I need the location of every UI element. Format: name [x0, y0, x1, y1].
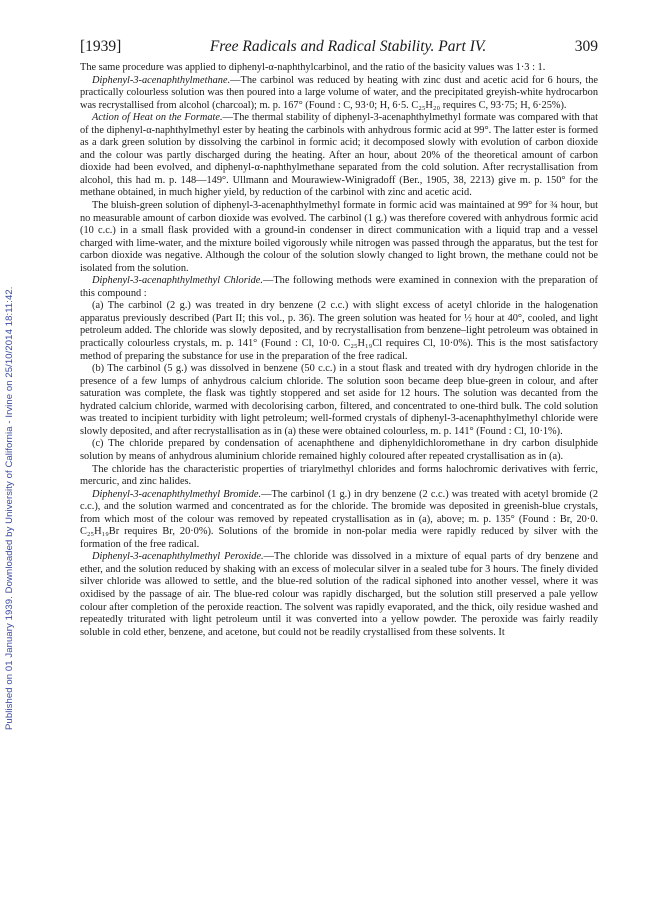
paragraph-text: —The thermal stability of diphenyl-3-acenaphthylmethyl formate was compared with that of the diphenyl-α-naphthylmethyl ester by heating the carbinols with anhydrous formic acid at 99°. The latter ester is formed as a dark green solution by dissolving the carbinol in formic acid; it decomposed slowly with evolution of carbon dioxide and the colour was partly discharged during the heating. After an hour, about 20% of the theoretical amount of carbon dioxide had been evolved, and diphenyl-α-naphthylmethane separated from the cold solution. After recrystallisation from alcohol, this had m. p. 148—149°. Ullmann and Mourawiew-Winigradoff (Ber., 1905, 38, 2213) give m. p. 150° for the methane obtained, in much higher yield, by reduction of the carbinol with zinc and acetic acid. [80, 112, 598, 199]
paragraph-text: (c) The chloride prepared by condensation of acenaphthene and diphenyldichloromethane in dry carbon disulphide solution by means of anhydrous aluminium chloride remained highly coloured after repeated crystallisation as in (a). [80, 438, 598, 462]
paragraph-heading: Diphenyl-3-acenaphthylmethyl Chloride. [92, 275, 263, 287]
paragraph [80, 200, 598, 275]
paragraph-text: —The carbinol was reduced by heating with zinc dust and acetic acid for 6 hours, the practically colourless solution was then poured into a large volume of water, and the precipitated greyish-white hydrocarbon was recrystallised from alcohol (charcoal); m. p. 167° (Found : C, 93·0; H, 6·5. C₂₅H₂₀ requires C, 93·75; H, 6·25%). [80, 74, 598, 111]
paragraph-heading: Action of Heat on the Formate. [92, 112, 223, 124]
paragraph-heading: Diphenyl-3-acenaphthylmethane. [92, 74, 231, 86]
header-title: Free Radicals and Radical Stability. Part IV. [209, 38, 487, 55]
publication-notice-text: Published on 01 January 1939. Downloaded by University of California - Irvine on 25/10/2014 18:11:42. [4, 286, 15, 730]
paragraph [80, 62, 598, 75]
paragraph-text: (b) The carbinol (5 g.) was dissolved in benzene (50 c.c.) in a stout flask and treated with dry hydrogen chloride in the presence of a few lumps of anhydrous calcium chloride. The solution soon became deep blue-green in colour, and after saturation was complete, the flask was tightly stoppered and set aside for 12 hours. The solution was decanted from the hydrated calcium chloride, warmed with decolorising carbon, filtered, and concentrated to one-third bulk. The cold solution was treated to incipient turbidity with light petroleum; well-formed crystals of diphenyl-3-acenaphthylmethyl chloride were slowly deposited, and after recrystallisation as in (a) these were obtained colourless, m. p. 141° (Found : Cl, 10·1%). [80, 363, 598, 437]
paragraph [80, 75, 598, 113]
paragraph-heading: Diphenyl-3-acenaphthylmethyl Bromide. [92, 488, 262, 500]
paragraph-text: (a) The carbinol (2 g.) was treated in dry benzene (2 c.c.) with slight excess of acetyl chloride in the halogenation apparatus previously described (Part II; this vol., p. 36). The green solution was heated for ½ hour at 40°, cooled, and light petroleum added. The chloride was slowly deposited, and by recrystallisation from benzene–light petroleum was obtained in practically colourless crystals, m. p. 141° (Found : Cl, 10·0. C₂₅H₁₉Cl requires Cl, 10·0%). This is the most satisfactory method of preparing the substance for use in the preparation of the free radical. [80, 300, 598, 362]
paragraph [80, 363, 598, 438]
paragraph-text: The same procedure was applied to diphenyl-α-naphthylcarbinol, and the ratio of the basicity values was 1·3 : 1. [80, 62, 546, 73]
paragraph [80, 438, 598, 463]
running-header [80, 38, 598, 56]
paragraph-text: —The chloride was dissolved in a mixture of equal parts of dry benzene and ether, and the solution reduced by shaking with an excess of molecular silver in a sealed tube for 3 hours. The finely divided silver chloride was allowed to settle, and the blue-red solution of the radical siphoned into another vessel, where it was oxidised by the passage of air. The blue-red colour was rapidly discharged, but the solution still preserved a pale yellow colour after completion of the peroxide reaction. The solvent was rapidly evaporated, and the thick, oily residue washed and repeatedly triturated with light petroleum until it was converted into a yellow powder. The peroxide was fairly readily soluble in cold ether, benzene, and acetone, but could not be readily crystallised from these solvents. It [80, 551, 598, 638]
paragraph [80, 489, 598, 552]
paragraph-text: The chloride has the characteristic properties of triarylmethyl chlorides and forms halochromic derivatives with ferric, mercuric, and zinc halides. [80, 463, 598, 488]
publication-notice [4, 170, 16, 730]
paragraph-text: The bluish-green solution of diphenyl-3-acenaphthylmethyl formate in formic acid was maintained at 99° for ¾ hour, but no measurable amount of carbon dioxide was evolved. The carbinol (1 g.) was therefore covered with anhydrous formic acid (10 c.c.) in a small flask provided with a ground-in condenser in direct communication with a liquid trap and a vessel charged with lime-water, and the mixture boiled vigorously while nitrogen was passed through the apparatus, but the test for carbon dioxide was negative. Although the colour of the solution slowly changed to light brown, the methane could not be isolated from the solution. [80, 200, 598, 274]
page-number: 309 [574, 38, 598, 55]
article-body [80, 62, 598, 639]
paragraph-text: —The following methods were examined in connexion with the preparation of this compound : [80, 275, 598, 299]
paragraph [80, 551, 598, 639]
journal-page [80, 38, 598, 639]
paragraph [80, 464, 598, 489]
paragraph-heading: Diphenyl-3-acenaphthylmethyl Peroxide. [92, 551, 264, 563]
paragraph [80, 300, 598, 363]
header-year: [1939] [80, 38, 122, 55]
paragraph-text: —The carbinol (1 g.) in dry benzene (2 c.c.) was treated with acetyl bromide (2 c.c.), and the solution warmed and concentrated as for the chloride. The bromide was deposited in greenish-blue crystals, from which most of the colour was removed by repeated crystallisation as in (a), above; m. p. 135° (Found : Br, 20·0. C₂₅H₁₉Br requires Br, 20·0%). Solutions of the bromide in non-polar media were rapidly reduced by silver with the formation of the free radical. [80, 488, 599, 550]
paragraph [80, 112, 598, 200]
paragraph [80, 275, 598, 300]
